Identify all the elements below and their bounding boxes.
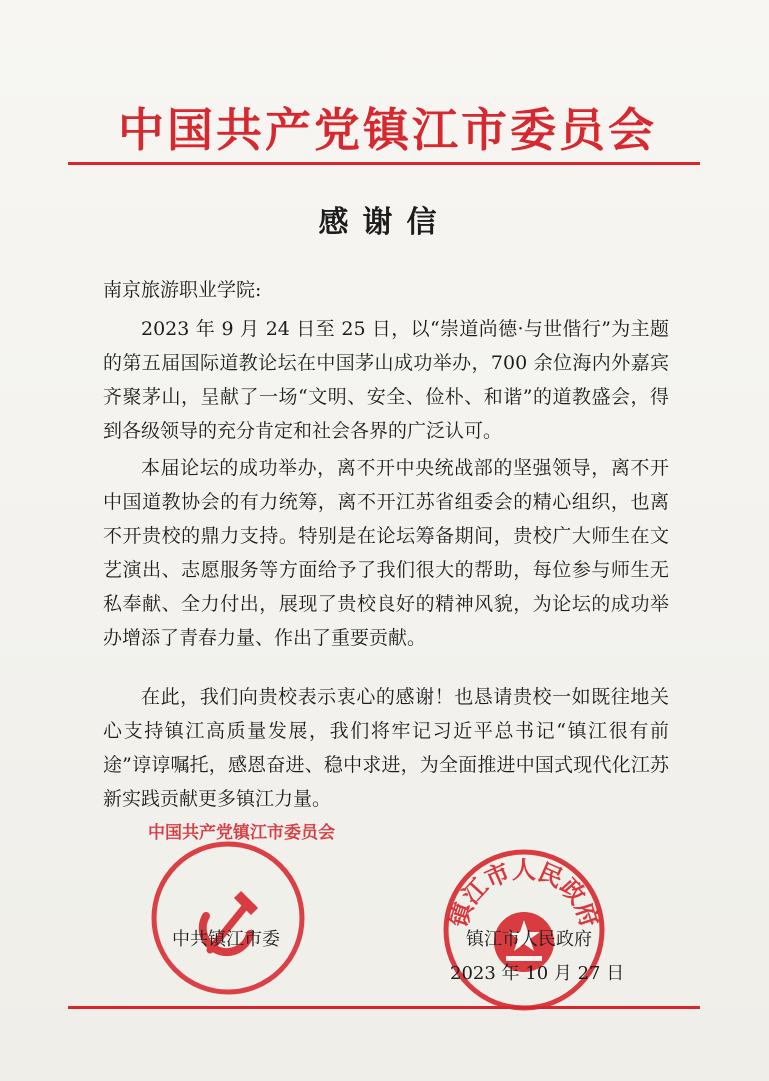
letterhead-title: 中国共产党镇江市委员会 bbox=[118, 103, 657, 157]
signature-party-committee: 中共镇江市委 bbox=[172, 929, 280, 950]
salutation: 南京旅游职业学院: bbox=[103, 279, 262, 301]
body-paragraph-2: 本届论坛的成功举办，离不开中央统战部的坚强领导，离不开中国道教协会的有力统筹，离不开江苏省组委会的精心组织，也离不开贵校的鼎力支持。特别是在论坛筹备期间，贵校广大师生在文艺演出、志愿服务等方面给予了我们很大的帮助，每位参与师生无私奉献、全力付出，展现了贵校良好的精神风貌，为论坛的成功举办增添了青春力量、作出了重要贡献。 bbox=[103, 457, 669, 649]
seal-left-text: 中国共产党镇江市委员会 bbox=[148, 823, 335, 843]
signature-government: 镇江市人民政府 bbox=[466, 929, 592, 950]
party-committee-seal bbox=[148, 823, 335, 998]
body-paragraph-1: 2023 年 9 月 24 日至 25 日，以“崇道尚德·与世偕行”为主题的第五届国际道教论坛在中国茅山成功举办，700 余位海内外嘉宾齐聚茅山，呈献了一场“文明、安全、俭朴、和谐”的道教盛会，得到各级领导的充分肯定和社会各界的广泛认可。 bbox=[103, 318, 669, 442]
body-paragraph-3: 在此，我们向贵校表示衷心的感谢！也恳请贵校一如既往地关心支持镇江高质量发展，我们将牢记习近平总书记“镇江很有前途”谆谆嘱托，感恩奋进、稳中求进，为全面推进中国式现代化江苏新实践贡献更多镇江力量。 bbox=[103, 686, 669, 810]
footer-red-rule bbox=[68, 1006, 700, 1009]
document-title: 感谢信 bbox=[318, 205, 451, 240]
seal-right-text: 镇江市人民政府 bbox=[443, 855, 605, 931]
letterhead-red-rule bbox=[68, 162, 700, 165]
signature-date: 2023 年 10 月 27 日 bbox=[450, 963, 625, 984]
